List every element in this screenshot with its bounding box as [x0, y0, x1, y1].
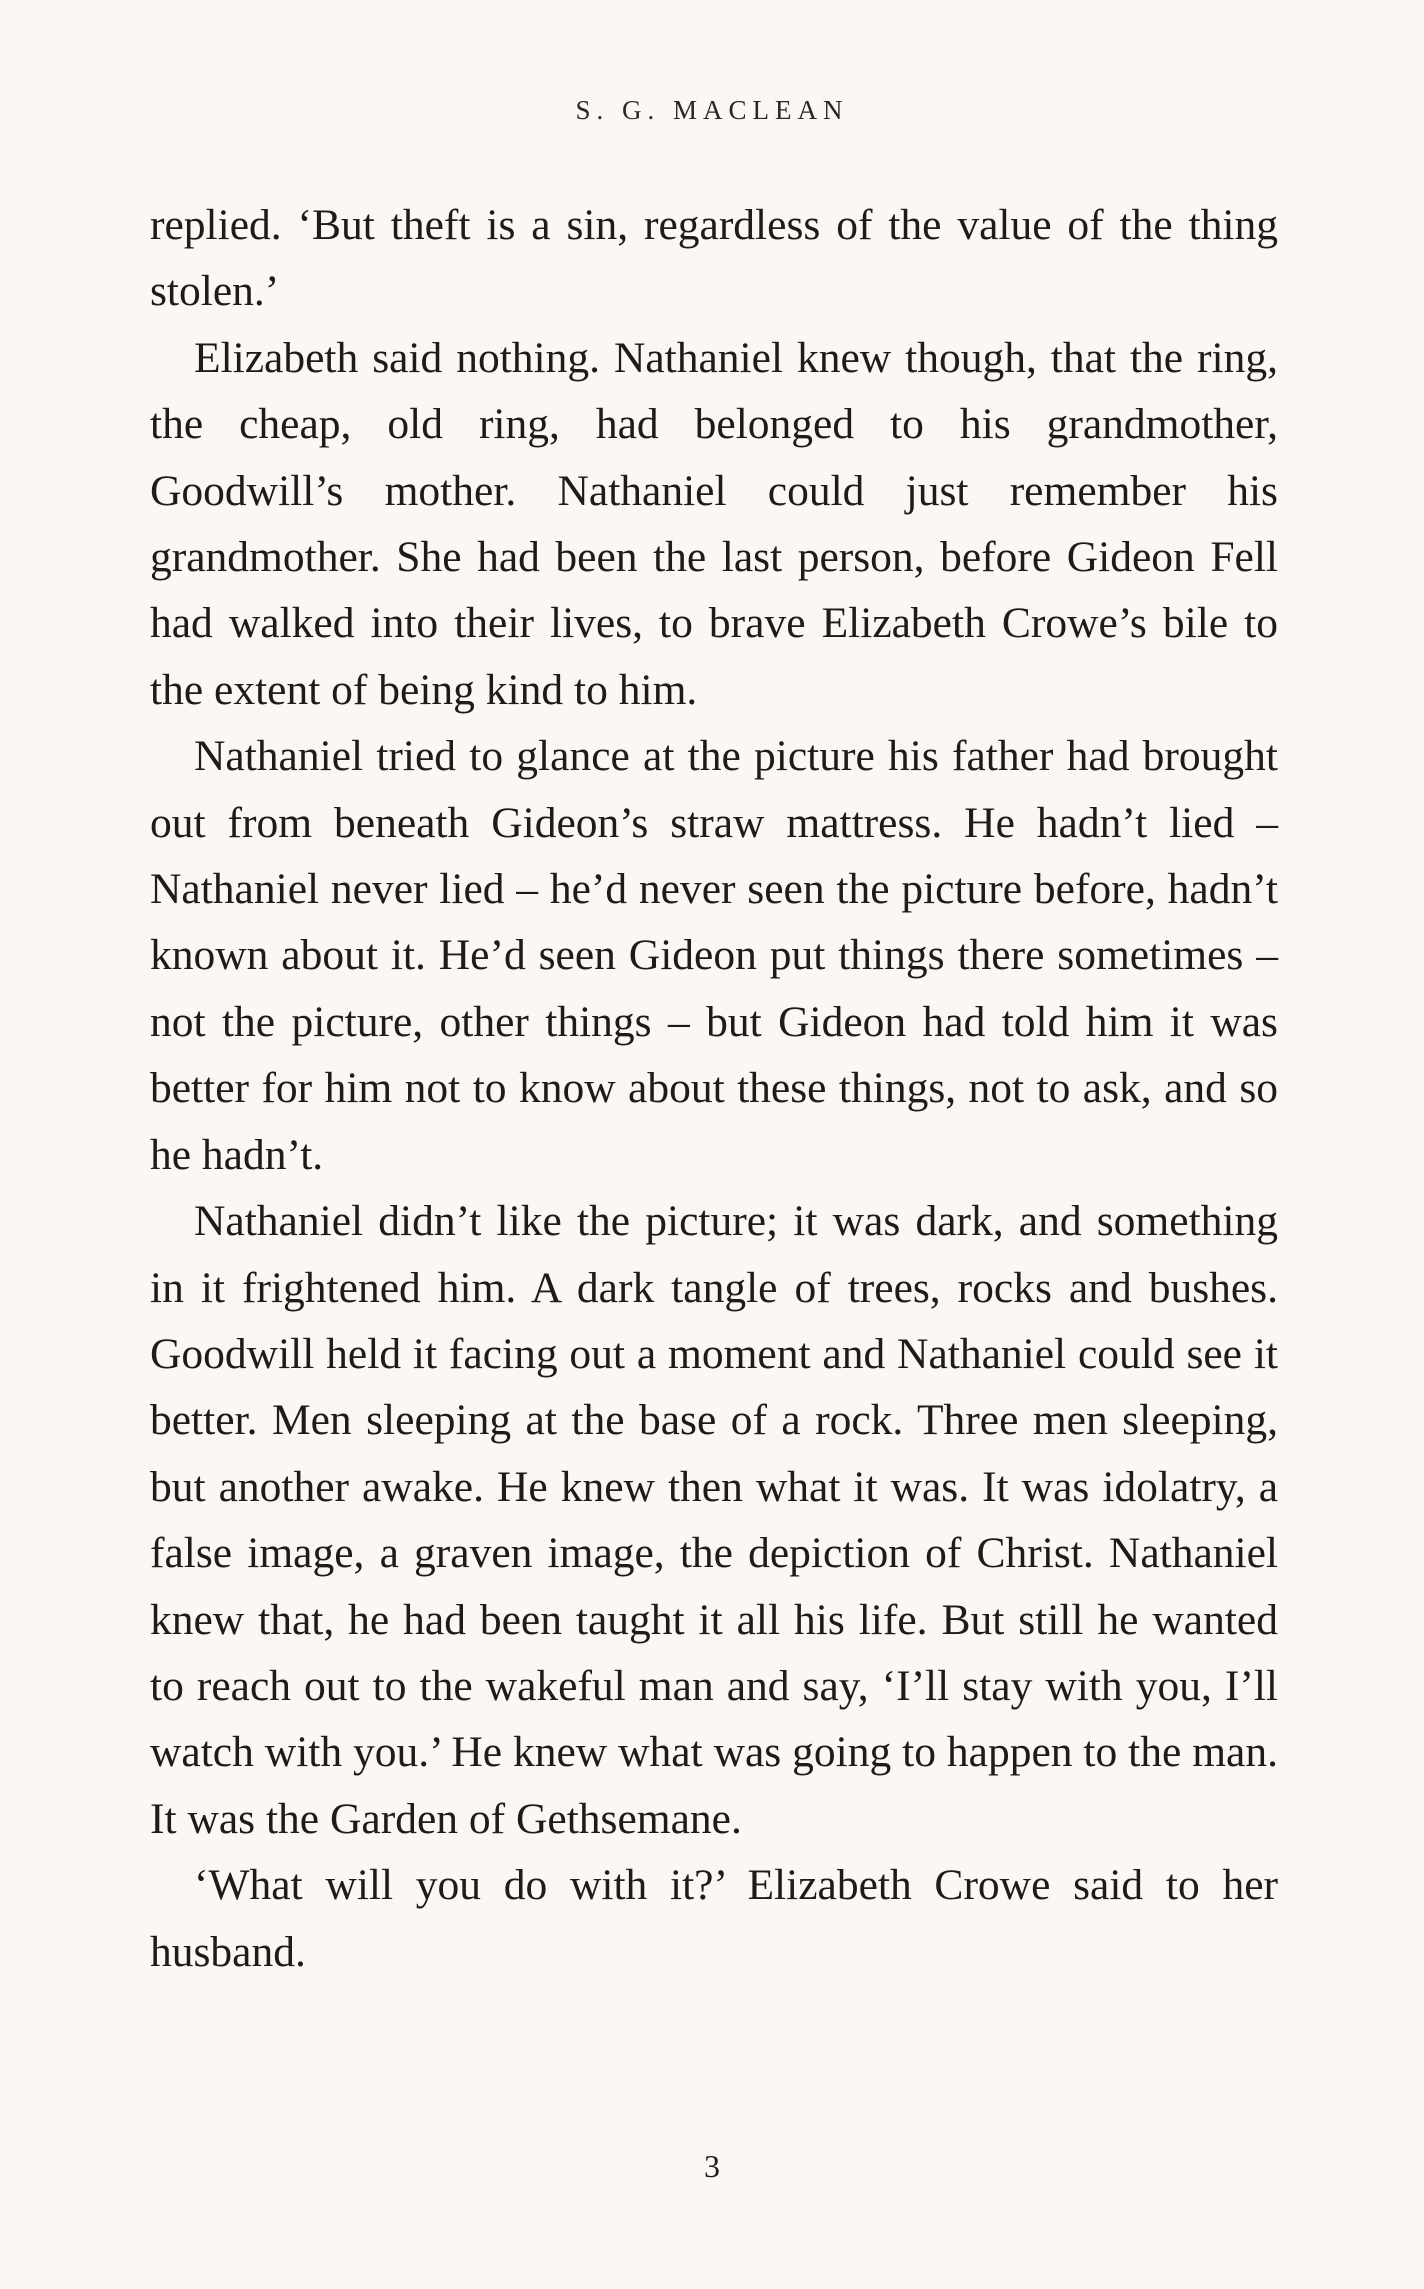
paragraph-2: Elizabeth said nothing. Nathaniel knew though, that the ring, the cheap, old ring, had belonged to his grandmother, Goodwill’s mother. Nathaniel could just remember his grandmother. She had been the last person, before Gideon Fell had walked into their lives, to brave Elizabeth Crowe’s bile to the extent of being kind to him.: [150, 333, 1278, 714]
paragraph-4: Nathaniel didn’t like the picture; it was dark, and something in it frightened him. A dark tangle of trees, rocks and bushes. Goodwill held it facing out a moment and Nathaniel could see it better. Men sleeping at the base of a rock. Three men sleeping, but another awake. He knew then what it was. It was idolatry, a false image, a graven image, the depiction of Christ. Nathaniel knew that, he had been taught it all his life. But still he wanted to reach out to the wakeful man and say, ‘I’ll stay with you, I’ll watch with you.’ He knew what was going to happen to the man. It was the Garden of Gethsemane.: [150, 1197, 1278, 1843]
running-header: S. G. MACLEAN: [575, 95, 849, 125]
paragraph-1: replied. ‘But theft is a sin, regardless of the value of the thing stolen.’: [150, 201, 1278, 316]
paragraph-5: ‘What will you do with it?’ Elizabeth Crowe said to her husband.: [150, 1861, 1278, 1976]
page-number: 3: [704, 2148, 720, 2184]
paragraph-3: Nathaniel tried to glance at the picture his father had brought out from beneath Gideon’s straw mattress. He hadn’t lied – Nathaniel never lied – he’d never seen the picture before, hadn’t known about it. He’d seen Gideon put things there sometimes – not the picture, other things – but Gideon had told him it was better for him not to know about these things, not to ask, and so he hadn’t.: [150, 732, 1278, 1179]
body-text: [150, 192, 1278, 1985]
